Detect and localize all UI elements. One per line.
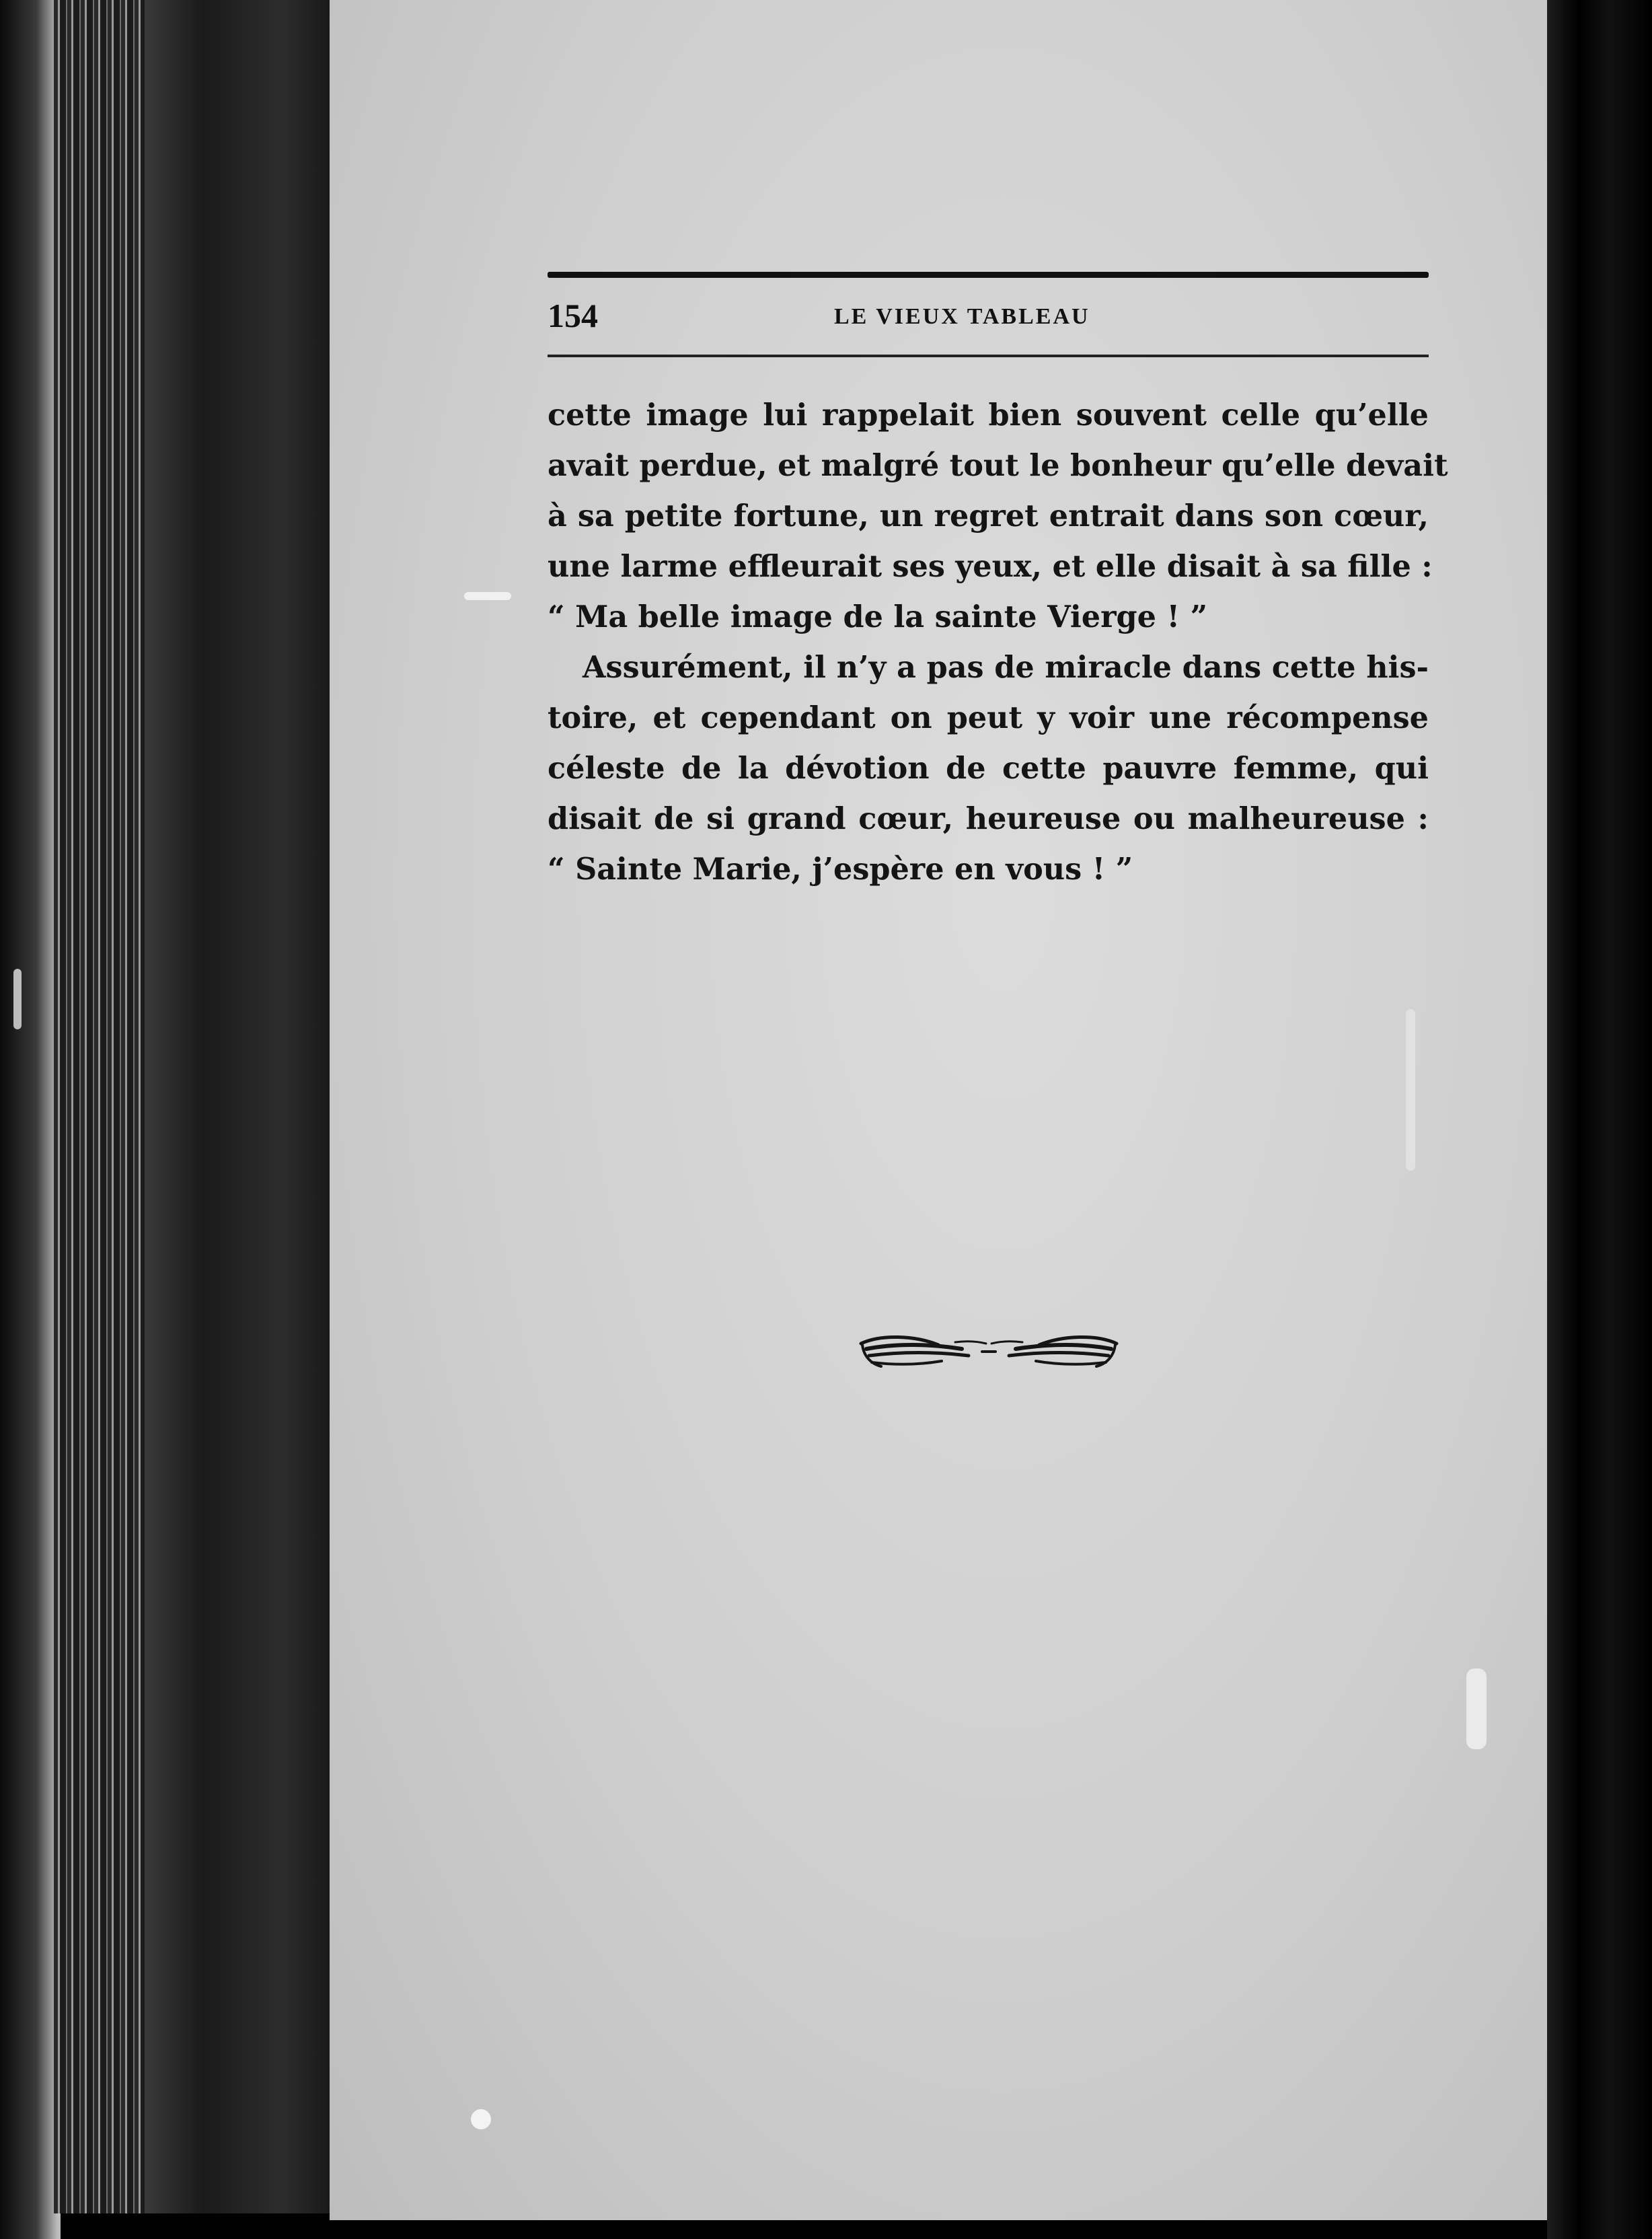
text-line: une larme effleurait ses yeux, et elle disait à sa fille : <box>548 549 1433 584</box>
scan-artifact <box>1466 1668 1487 1749</box>
text-line: disait de si grand cœur, heureuse ou malheureuse : <box>548 801 1429 836</box>
text-line: “ Ma belle image de la sainte Vierge ! ” <box>548 599 1208 634</box>
right-page-edge <box>1547 0 1652 2239</box>
text-line: avait perdue, et malgré tout le bonheur qu’elle devait <box>548 448 1448 483</box>
text-line: à sa petite fortune, un regret entrait dans son cœur, <box>548 499 1429 534</box>
scan-artifact <box>1406 1009 1415 1171</box>
inner-fold <box>145 0 340 2213</box>
text-line: Assurément, il n’y a pas de miracle dans cette his- <box>583 650 1429 685</box>
tailpiece-flourish-icon <box>854 1329 1123 1376</box>
scan-artifact <box>464 592 511 600</box>
text-line: toire, et cependant on peut y voir une récompense <box>548 700 1429 735</box>
text-line: céleste de la dévotion de cette pauvre femme, qui <box>548 751 1429 786</box>
running-head: LE VIEUX TABLEAU <box>834 304 1090 329</box>
scan-artifact <box>13 969 22 1029</box>
text-line: cette image lui rappelait bien souvent celle qu’elle <box>548 398 1429 433</box>
text-line: “ Sainte Marie, j’espère en vous ! ” <box>548 852 1133 887</box>
body-text <box>548 390 1448 895</box>
scan-artifact <box>471 2109 491 2129</box>
page-number: 154 <box>548 297 598 334</box>
book-page <box>330 0 1554 2220</box>
book-cover-edge <box>0 0 61 2239</box>
header-bottom-rule <box>548 355 1429 357</box>
header-top-rule <box>548 272 1429 278</box>
